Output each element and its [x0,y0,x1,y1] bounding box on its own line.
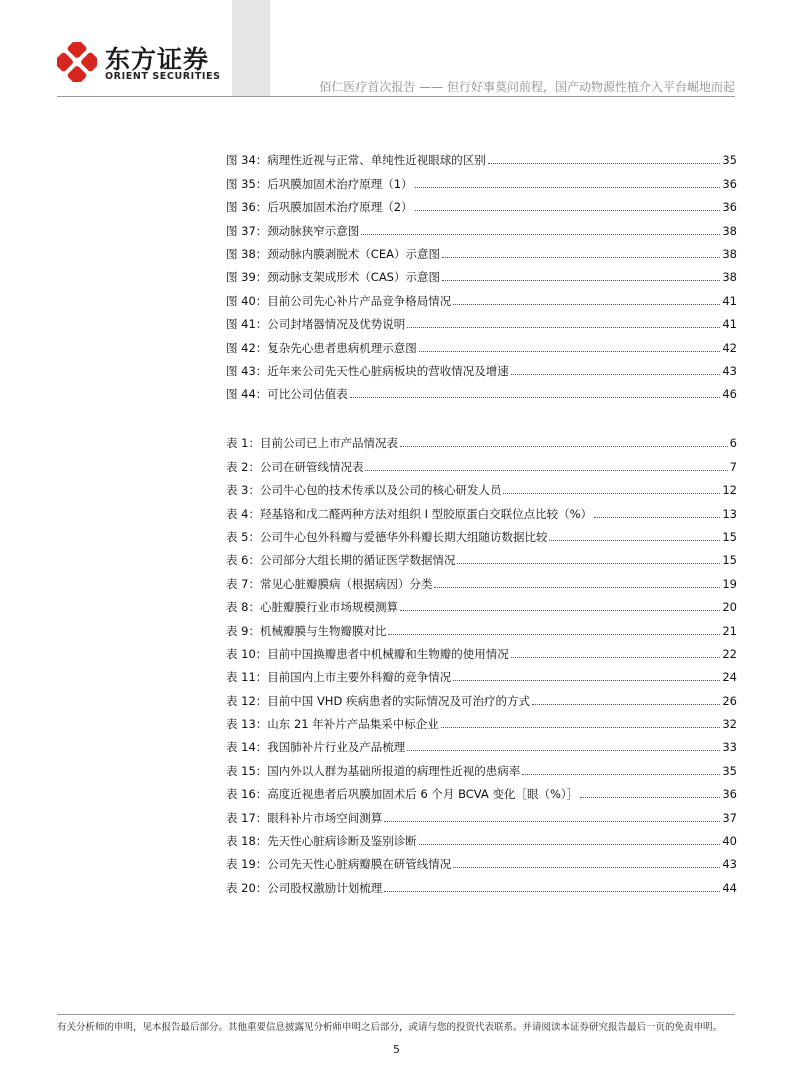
dot-leader [457,563,720,564]
figure-index-entry[interactable] [226,261,737,284]
entry-page-number: 38 [722,223,737,238]
figure-index-entry[interactable] [226,284,737,307]
table-index-entry[interactable] [226,825,737,848]
dot-leader [415,210,721,211]
table-index-entry[interactable] [226,567,737,590]
entry-page-number: 43 [722,363,737,378]
dot-leader [419,844,721,845]
entry-title: 表 19：公司先天性心脏病瓣膜在研管线情况 [226,857,452,872]
table-index-entry[interactable] [226,684,737,707]
entry-page-number: 13 [722,506,737,521]
entry-title: 表 20：公司股权激励计划梳理 [226,880,383,895]
dot-leader [442,280,720,281]
table-index-entry[interactable] [226,591,737,614]
table-index-entry[interactable] [226,871,737,894]
header-gray-band [232,0,270,96]
entry-page-number: 7 [729,459,737,474]
entry-title: 表 9：机械瓣膜与生物瓣膜对比 [226,623,387,638]
dot-leader [441,727,721,728]
entry-page-number: 46 [722,387,737,402]
dot-leader [453,304,720,305]
entry-title: 图 42：复杂先心患者患病机理示意图 [226,340,417,355]
figure-index-entry[interactable] [226,378,737,401]
table-index-list [226,427,737,895]
entry-page-number: 37 [722,810,737,825]
dot-leader [419,351,721,352]
dot-leader [407,750,720,751]
entry-page-number: 32 [722,717,737,732]
entry-page-number: 19 [722,576,737,591]
table-index-entry[interactable] [226,778,737,801]
entry-title: 图 43：近年来公司先天性心脏病板块的营收情况及增速 [226,363,509,378]
entry-title: 表 15：国内外以人群为基础所报道的病理性近视的患病率 [226,763,521,778]
entry-title: 图 44：可比公司估值表 [226,387,348,402]
dot-leader [384,891,720,892]
dot-leader [350,397,721,398]
figure-index-entry[interactable] [226,214,737,237]
entry-title: 表 5：公司牛心包外科瓣与爱德华外科瓣长期大组随访数据比较 [226,529,548,544]
entry-title: 图 34：病理性近视与正常、单纯性近视眼球的区别 [226,153,486,168]
entry-title: 表 16：高度近视患者后巩膜加固术后 6 个月 BCVA 变化［眼（%）］ [226,787,579,802]
table-index-entry[interactable] [226,450,737,473]
entry-page-number: 36 [722,787,737,802]
dot-leader [488,163,721,164]
dot-leader [522,774,720,775]
entry-page-number: 41 [722,317,737,332]
dot-leader [361,234,720,235]
figure-index-list [226,144,737,401]
dot-leader [400,446,728,447]
entry-page-number: 12 [722,483,737,498]
entry-page-number: 6 [729,436,737,451]
entry-page-number: 15 [722,553,737,568]
figure-index-entry[interactable] [226,355,737,378]
footer-divider [57,1014,735,1015]
table-index-entry[interactable] [226,521,737,544]
entry-page-number: 44 [722,880,737,895]
orient-logo-icon [57,42,97,82]
dot-leader [384,821,720,822]
dot-leader [511,657,721,658]
footer-disclaimer: 有关分析师的申明，见本报告最后部分。其他重要信息披露见分析师申明之后部分，或请与您的投资代表联系。并请阅读本证券研究报告最后一页的免责申明。 [57,1022,723,1033]
entry-title: 表 7：常见心脏瓣膜病（根据病因）分类 [226,576,433,591]
dot-leader [365,470,727,471]
entry-title: 表 18：先天性心脏病诊断及鉴别诊断 [226,834,417,849]
header-divider [57,96,735,97]
figure-index-entry[interactable] [226,331,737,354]
entry-title: 表 10：目前中国换瓣患者中机械瓣和生物瓣的使用情况 [226,646,509,661]
dot-leader [511,374,721,375]
entry-page-number: 22 [722,646,737,661]
entry-page-number: 43 [722,857,737,872]
dot-leader [442,257,720,258]
table-index-entry[interactable] [226,801,737,824]
logo-english-name: ORIENT SECURITIES [105,71,221,82]
entry-title: 图 40：目前公司先心补片产品竞争格局情况 [226,293,452,308]
figure-index-entry[interactable] [226,167,737,190]
dot-leader [594,517,720,518]
entry-page-number: 26 [722,693,737,708]
logo-chinese-name: 东方证券 [105,45,210,74]
entry-title: 表 17：眼科补片市场空间测算 [226,810,383,825]
figure-index-entry[interactable] [226,308,737,331]
entry-title: 图 35：后巩膜加固术治疗原理（1） [226,176,413,191]
entry-title: 表 11：目前国内上市主要外科瓣的竞争情况 [226,670,452,685]
entry-page-number: 33 [722,740,737,755]
entry-title: 表 8：心脏瓣膜行业市场规模测算 [226,600,398,615]
entry-title: 图 41：公司封堵器情况及优势说明 [226,317,406,332]
entry-title: 图 37：颈动脉狭窄示意图 [226,223,360,238]
table-index-entry[interactable] [226,638,737,661]
entry-page-number: 42 [722,340,737,355]
table-index-entry[interactable] [226,661,737,684]
figure-index-entry[interactable] [226,191,737,214]
entry-page-number: 15 [722,529,737,544]
figure-index-entry[interactable] [226,144,737,167]
dot-leader [549,540,720,541]
table-index-entry[interactable] [226,708,737,731]
dot-leader [415,187,721,188]
entry-page-number: 36 [722,200,737,215]
entry-page-number: 36 [722,176,737,191]
table-index-entry[interactable] [226,754,737,777]
figure-index-entry[interactable] [226,238,737,261]
table-index-entry[interactable] [226,474,737,497]
entry-page-number: 24 [722,670,737,685]
entry-page-number: 21 [722,623,737,638]
entry-title: 图 38：颈动脉内膜剥脱术（CEA）示意图 [226,246,440,261]
entry-page-number: 41 [722,293,737,308]
entry-title: 表 12：目前中国 VHD 疾病患者的实际情况及可治疗的方式 [226,693,530,708]
dot-leader [453,867,720,868]
table-index-entry[interactable] [226,427,737,450]
table-index-entry[interactable] [226,848,737,871]
report-header-title: 佰仁医疗首次报告 —— 但行好事莫问前程，国产动物源性植介入平台崛地而起 [319,80,735,94]
dot-leader [407,327,720,328]
entry-title: 图 36：后巩膜加固术治疗原理（2） [226,200,413,215]
entry-title: 表 3：公司牛心包的技术传承以及公司的核心研发人员 [226,483,502,498]
entry-title: 表 14：我国肺补片行业及产品梳理 [226,740,406,755]
entry-page-number: 38 [722,246,737,261]
company-logo [57,40,227,92]
entry-page-number: 38 [722,270,737,285]
entry-title: 图 39：颈动脉支架成形术（CAS）示意图 [226,270,440,285]
dot-leader [532,704,720,705]
dot-leader [580,797,720,798]
entry-title: 表 2：公司在研管线情况表 [226,459,364,474]
entry-page-number: 20 [722,600,737,615]
entry-title: 表 4：羟基铬和戊二醛两种方法对组织 I 型胶原蛋白交联位点比较（%） [226,506,593,521]
entry-title: 表 13：山东 21 年补片产品集采中标企业 [226,717,439,732]
dot-leader [434,587,720,588]
dot-leader [400,610,720,611]
dot-leader [453,680,720,681]
table-index-entry[interactable] [226,614,737,637]
entry-title: 表 1：目前公司已上市产品情况表 [226,436,398,451]
table-index-entry[interactable] [226,544,737,567]
table-index-entry[interactable] [226,731,737,754]
dot-leader [503,493,720,494]
entry-page-number: 35 [722,153,737,168]
entry-title: 表 6：公司部分大组长期的循证医学数据情况 [226,553,456,568]
entry-page-number: 40 [722,834,737,849]
entry-page-number: 35 [722,763,737,778]
dot-leader [388,634,720,635]
table-index-entry[interactable] [226,497,737,520]
page-number: 5 [393,1043,400,1056]
